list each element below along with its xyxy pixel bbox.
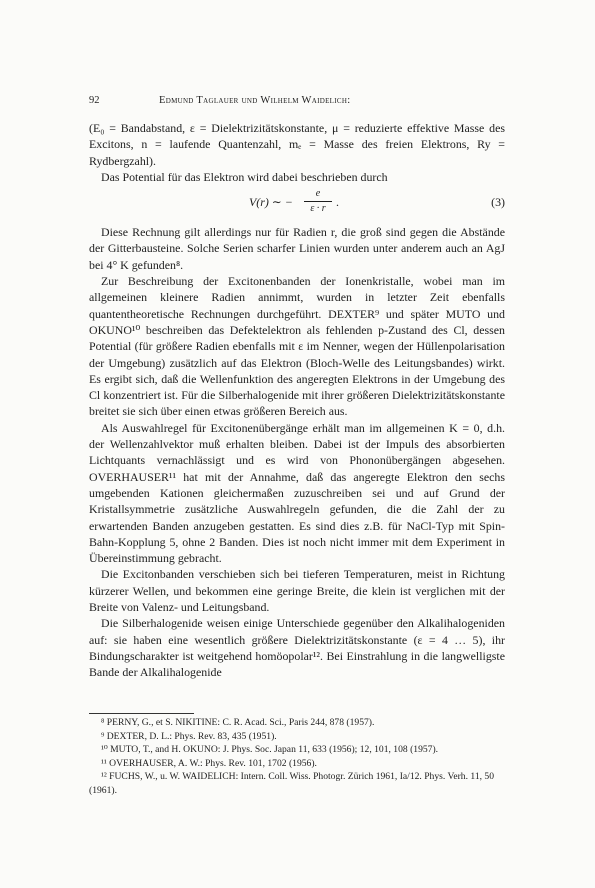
page-number: 92 — [89, 95, 100, 106]
equation-number: (3) — [491, 195, 505, 210]
paragraph-potential-intro: Das Potential für das Elektron wird dabei beschrieben durch — [101, 169, 388, 184]
footnotes — [89, 716, 505, 797]
footnote-10: ¹⁰ MUTO, T., and H. OKUNO: J. Phys. Soc. Japan 11, 633 (1956); 12, 101, 108 (1957). — [101, 744, 439, 755]
running-head-authors: Edmund Taglauer und Wilhelm Waidelich: — [159, 95, 351, 106]
paragraph-definitions: (E₀ = Bandabstand, ε = Dielektrizitätskonstante, μ = reduzierte effektive Masse des Excitons, n = laufende Quantenzahl, mₑ = Masse des freien Elektrons, Ry = Rydbergzahl). — [89, 121, 505, 168]
paragraph-temperature-shift: Die Excitonbanden verschieben sich bei tieferen Temperaturen, meist in Richtung kürzerer Wellen, und bekommen eine geringe Breite, die klein ist verglichen mit der Breite von Valenz- und Leitungsband. — [89, 567, 505, 615]
equation-3 — [89, 187, 505, 218]
footnote-8: ⁸ PERNY, G., et S. NIKITINE: C. R. Acad. Sci., Paris 244, 878 (1957). — [101, 717, 375, 728]
equation-denominator: ε · r — [310, 203, 326, 215]
footnote-rule — [89, 713, 194, 714]
equation-numerator: e — [304, 187, 332, 202]
equation-trailing-dot: . — [336, 195, 339, 210]
paragraph-silver-halides: Die Silberhalogenide weisen einige Unterschiede gegenüber den Alkalihalogeniden auf: sie haben eine wesentlich größere Dielektrizitätskonstante (ε = 4 … 5), ihr Bindungscharakter ist weitgehend homöopolar¹². Bei Einstrahlung in die langwelligste Bande der Alkalihalogenide — [89, 616, 505, 680]
footnote-11: ¹¹ OVERHAUSER, A. W.: Phys. Rev. 101, 1702 (1956). — [101, 757, 317, 769]
footnote-12: ¹² FUCHS, W., u. W. WAIDELICH: Intern. Coll. Wiss. Photogr. Zürich 1961, Ia/12. Phys. Verh. 11, 50 (1961). — [89, 771, 495, 796]
body-text — [89, 120, 505, 681]
equation-fraction — [304, 187, 332, 215]
footnote-9: ⁹ DEXTER, D. L.: Phys. Rev. 83, 435 (1951). — [101, 730, 277, 742]
paragraph-ionic-crystals: Zur Beschreibung der Excitonenbanden der Ionenkristalle, wobei man im allgemeinen kleinere Radien annimmt, wurden in letzter Zeit ebenfalls quantentheoretische Rechnungen durchgeführt. DEXTER⁹ und später MUTO und OKUNO¹⁰ beschreiben das Defektelektron als fehlenden p-Zustand des Cl, dessen Potential (für größere Radien ebenfalls mit ε im Nenner, wegen der Hüllenpolarisation der Umgebung) zusätzlich auf das Elektron (Bloch-Welle des Leitungsbandes) wirkt. Es ergibt sich, daß die Wellenfunktion des angeregten Elektrons in der Umgebung des Cl konzentriert ist. Für die Silberhalogenide mit ihrer größeren Dielektrizitätskonstante breitet sie sich über einen etwas größeren Bereich aus. — [89, 274, 505, 419]
paragraph-radius-validity: Diese Rechnung gilt allerdings nur für Radien r, die groß sind gegen die Abstände der Gitterbausteine. Solche Serien scharfer Linien wurden unter anderem auch an AgJ bei 4° K gefunden⁸. — [89, 225, 505, 272]
equation-lhs: V(r) ∼ − — [249, 195, 293, 210]
running-header — [89, 95, 504, 109]
paragraph-selection-rules: Als Auswahlregel für Excitonenübergänge erhält man im allgemeinen K = 0, d.h. der Wellenzahlvektor muß erhalten bleiben. Dabei ist der Impuls des absorbierten Lichtquants vernachlässigt und es wird von Phononübergängen abgesehen. OVERHAUSER¹¹ hat mit der Annahme, daß das angeregte Elektron den sechs umgebenden Kationen gleichermaßen zuzuschreiben sei und auf Grund der Kristallsymmetrie zusätzliche Auswahlregeln gefunden, die die Zahl der zu erwartenden Banden anzugeben gestatten. Es sind dies z.B. für NaCl-Typ mit Spin-Bahn-Kopplung 5, ohne 2 Banden. Dies ist noch nicht immer mit dem Experiment in Übereinstimmung gebracht. — [89, 420, 505, 566]
